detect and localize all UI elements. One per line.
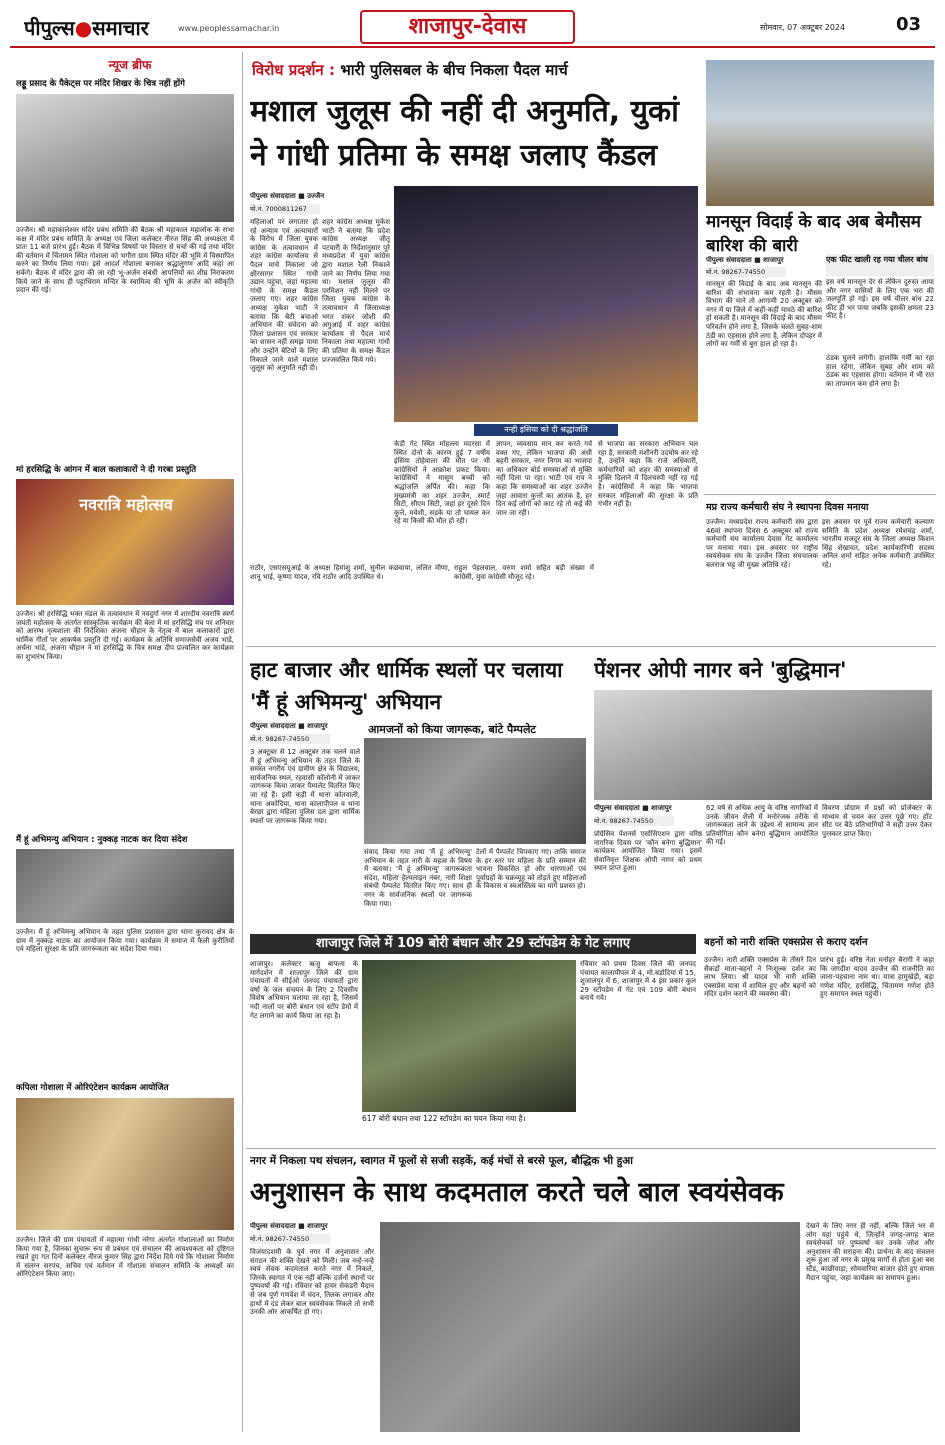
monsoon-byline: पीपुल्स संवाददाता ■ शाजापुर xyxy=(706,256,784,264)
rss-byline: पीपुल्स संवाददाता ■ शाजापुर xyxy=(250,1222,328,1230)
rss-kicker: नगर में निकला पथ संचलन, स्वागत में फूलों से सजी सड़कें, कई मंचों से बरसे फूल, बौद्धिक भी हुआ xyxy=(250,1155,634,1167)
byline-city: उज्जैन xyxy=(307,192,325,200)
borri-headline[interactable]: शाजापुर जिले में 109 बोरी बंधान और 29 स्टॉपडेम के गेट लगाए xyxy=(250,934,696,954)
monsoon-headline[interactable]: मानसून विदाई के बाद अब बेमौसम बारिश की बारी xyxy=(706,212,921,256)
women-headline[interactable]: बहनों को नारी शक्ति एक्सप्रेस से कराए दर्शन xyxy=(704,937,868,948)
pension-byline-city: शाजापुर xyxy=(651,804,672,812)
top-story-mobile: मो.नं. 7000811267 xyxy=(250,204,320,214)
candle-protest-photo xyxy=(394,186,698,422)
rss-headline[interactable]: अनुशासन के साथ कदमताल करते चले बाल स्वयंसेवक xyxy=(250,1177,784,1208)
stopdam-photo xyxy=(362,960,576,1112)
top-story-col3: केडी गेट स्थित मोहल्ला मदरसा में स्थित दोनों के कारण हुई 7 वर्षीय इंसिया तोहेवाला की मौत पर भी कांग्रेसियों ने आक्रोश प्रकट किया। कांग्रेसियों ने मासूम बच्ची को श्रद्धांजलि अर्पित की। कहा कि मुख्यमंत्री का शहर उज्जैन, स्मार्ट सिटी, सीएम सिटी, जहां हर दूसरे दिन कुत्ते, मवेशी, सड़के या तो घायल कर रहे या किसी की मौत हो रही। xyxy=(394,440,490,526)
pensioners-photo xyxy=(594,690,932,800)
monsoon-mobile: मो.नं. 98267-74550 xyxy=(706,267,786,277)
union-text: उज्जैन। मध्यप्रदेश राज्य कर्मचारी संघ द्वारा 46वां स्थापना दिवस 6 अक्टूबर को राज्य कर्मचारी संघ कार्यालय देवास गेट कार्यालय पर मनाया गया। इस अवसर पर राष्ट्रीय स्वयंसेवक संघ के उज्जैन जिला संघचालक बलराज भट्ट जी मुख्य अतिथि रहे। xyxy=(706,518,818,569)
abhimanyu-byline: पीपुल्स संवाददाता ■ शाजापुर xyxy=(250,722,328,730)
abhimanyu-byline-name: पीपुल्स संवाददाता xyxy=(250,722,296,730)
march-photo xyxy=(380,1222,800,1432)
brief-1-text: उज्जैन। श्री महाकालेश्वर मंदिर प्रबंध समिति की बैठक श्री महाकाल महालोक के सभा कक्ष में मंदिर प्रबंध समिति के अध्यक्ष एवं जिला कलेक्टर नीरज सिंह की अध्यक्षता में प्रातः 11 बजे प्रारंभ हुई। बैठक में विभिन्न विषयों पर विस्तार से चर्चा की गई तथा मंदिर की वर्तमान में चिंतामन स्थित गोशाला को भगौरा ग्राम स्थित मंदिर की भूमि में विस्थापित करने का निर्णय लिया गया। इसे आदर्श गोशाला बनाकर श्रद्धालुगण आदि कहां आ सकेंगे। बैठक में मंदिर द्वारा की जा रही भू-अर्जन संबंधी आपत्तियों का शीघ्र निराकरण किये जाने के साथ ही पट्टाधिराम मन्दिर के स्वामित्व की भूमि के अर्जन को स्वीकृति प्रदान की गई। xyxy=(16,226,234,295)
top-story-byline: पीपुल्स संवाददाता ■ उज्जैन xyxy=(250,192,325,200)
top-story-col2: शहर कांग्रेस अध्यक्ष मुकेश भाटी ने बताया कि प्रदेश कांग्रेस अध्यक्ष जीतू पटवारी के निर्देशानुसार पूरे मध्यप्रदेश में युवा कांग्रेस द्वारा मशाल रैली निकाले जाने का निर्णय लिया गया था। मशाल जुलूस की परमिशन नहीं मिलने पर जिला युवक कांग्रेस के तत्वावधान में जिलाध्यक्ष भरत शंकर जोशी की अगुआई में शहर कांग्रेस कार्यालय से पैदल मार्च निकाला तथा महात्मा गांधी की प्रतिमा के समक्ष कैंडल प्रज्जवलित किये गये। xyxy=(322,218,390,364)
brief-4-text: उज्जैन। जिले की ग्राम पंचायतों में महात्मा गांधी नरेगा अंतर्गत गोशालाओं का निर्माण किया गया है, जिनका सुचारू रूप से प्रबंधन एवं संचालन की आवश्यकता को दृष्टिगत रखते हुए गत दिनों कलेक्टर नीरज कुमार सिंह द्वारा निर्देश दिये गये कि गोशाला निर्माण में संलग्न सरपंच, सचिव एवं वर्तमान में गोशाला संचालन समिति के अध्यक्षों का ओरिएंटेशन किया जाए। xyxy=(16,1236,234,1279)
top-story-headline[interactable]: मशाल जुलूस की नहीं दी अनुमति, युकां ने गांधी प्रतिमा के समक्ष जलाए कैंडल xyxy=(250,94,679,173)
logo-word-left: पीपुल्स xyxy=(24,16,75,40)
brief-1-title[interactable]: लड्डू प्रसाद के पैकेट्स पर मंदिर शिखर के चित्र नहीं होंगे xyxy=(16,79,185,89)
abhimanyu-headline[interactable]: हाट बाजार और धार्मिक स्थलों पर चलाया 'मैं हूं अभिमन्यु' अभियान xyxy=(250,658,563,714)
union-story xyxy=(704,500,936,630)
kicker-rest: भारी पुलिसबल के बीच निकला पैदल मार्च xyxy=(340,61,568,79)
logo-word-right: समाचार xyxy=(92,16,149,40)
top-story xyxy=(248,56,700,646)
news-brief-label: न्यूज ब्रीफ xyxy=(108,58,152,72)
borri-story xyxy=(248,932,698,1144)
pension-text-2: 62 वर्ष से अधिक आयु के वरिष्ठ नागरिकों में उनके जीवन शैली में मनोरंजक तरीके से जागरूकता लाने के उद्देश्य से सामान्य ज्ञान प्रतियोगिता कौन बनेगा बुद्धिमान आयोजित की गई। xyxy=(706,804,818,847)
byline-name: पीपुल्स संवाददाता xyxy=(250,192,296,200)
abhimanyu-text-2: संवाद किया गया तथा 'मैं हूं अभिमन्यु' अभियान के तहत नारी के महत्व के विषय में बताया। 'मैं हूं अभिमन्यु' जागरूकता संदेश, महिला हेल्पलाइन नंबर, नारी शिक्षा संबंधी पैम्पलेट वितरित किए गए। साथ ही नगर के सार्वजनिक स्थलों पर जागरूक किया गया। xyxy=(364,848,472,908)
side-box-text: इस वर्ष मानसून देर से लेकिन दुरुस्त आया और नगर वासियों के लिए एक भरा की जलपूर्ति हो गई। इस वर्ष चीलर बांध 22 फीट ही भर पाया जबकि इसकी क्षमता 23 फीट है। xyxy=(826,278,934,321)
union-headline[interactable]: मप्र राज्य कर्मचारी संघ ने स्थापना दिवस मनाया xyxy=(706,502,869,513)
pamphlet-photo xyxy=(364,738,586,844)
rss-mobile: मो.नं. 98267-74550 xyxy=(250,1234,330,1244)
kicker-label: विरोध प्रदर्शन : xyxy=(252,61,335,79)
rss-byline-name: पीपुल्स संवाददाता xyxy=(250,1222,296,1230)
abhimanyu-subhead: आमजनों को किया जागरूक, बांटे पैम्पलेट xyxy=(368,723,536,736)
brief-4-title[interactable]: कपिला गोशाला में ओरिएंटेशन कार्यक्रम आयोजित xyxy=(16,1083,169,1093)
top-story-col5: से भाजपा का सरकारा अभियान चल रहा है, सरकारी मशीनरी उदघोष कर रहे है, उन्होंने कहा कि राजे अधिकारी, कर्मचारियों को शहर की समस्याओं से मुक्ति दिलाने में दिलचस्पी नहीं रह गई है। कांग्रेसियों ने कहा कि भाजपा सरकार महिलाओं की सुरक्षा के प्रति गंभीर नहीं है। xyxy=(598,440,698,509)
stopdam-caption: 617 बोरी बंधान तथा 122 स्टॉपडेम का चयन किया गया है। xyxy=(362,1114,526,1123)
nukkad-photo xyxy=(16,849,234,923)
pension-text: प्रोग्रेसिव पेंशनर्स एसोसिएशन द्वारा वरिष्ठ नागरिक दिवस पर 'कौन बनेगा बुद्धिमान' कार्यक्रम आयोजित किया गया। इसमें सेवानिवृत्त शिक्षक ओपी नागर को प्रथम स्थान प्राप्त हुआ। xyxy=(594,830,702,873)
women-story xyxy=(702,932,936,1144)
photo-caption: नन्ही इंसिया को दी श्रद्धांजलि xyxy=(474,424,618,436)
borri-text-2: रविवार को प्रथम दिवस जिले की जनपद पंचायत कालापीपल में 4, मो.बड़ोदिया में 15, शुजालपुर में 6, शाजापुर में 4 इस प्रकार कुल 29 स्टॉपडेम में गेट एवं 109 बोरी बंधान बनाये गये। xyxy=(580,960,696,1003)
newspaper-logo[interactable] xyxy=(24,14,174,40)
abhimanyu-text-3: टेलों में पैम्पलेट चिपकाए गए। ताकि समाज के हर स्तर पर महिला के प्रति सम्मान की भावना विकसित हो और धारणाओं एवं पूर्वाग्रहों के चक्रव्यूह को तोड़ते हुए महिलाओं के विकास व स्वअस्तित्व का मार्ग प्रशस्त हो। xyxy=(476,848,586,891)
pension-mobile: मो.नं. 98267-74550 xyxy=(594,816,674,826)
abhimanyu-text: 3 अक्टूबर से 12 अक्टूबर तक चलने वाले मैं हूं अभिमन्यु अभियान के तहत जिले के समस्त नगरीय एवं ग्रामीण क्षेत्र के विद्यालय, सार्वजनिक स्थल, रहवासी कॉलोनी में जाकर जागरूक किया जाकर पैम्पलेट वितरित किए जा रहे हैं। इसी कड़ी में थाना कोतवाली, थाना अकोदिया, थाना कालापीपल व थाना बेरछा द्वारा महिला पुलिस दल द्वारा धार्मिक स्थलों पर जागरूक किया गया। xyxy=(250,748,360,825)
page-number: 03 xyxy=(896,14,922,35)
pension-byline: पीपुल्स संवाददाता ■ शाजापुर xyxy=(594,804,672,812)
top-story-col1: महिलाओं पर लगातार हो रहे अन्याय एवं अत्याचारों के विरोध में जिला युवक कांग्रेस के तत्वावधान में शहर कांग्रेस कार्यालय से पैदल मार्च निकाला जो क्षीरसागर स्थित गांधी उद्यान पहुंचा, जहां महात्मा गांधी के समक्ष कैंडल जलाए गए। शहर कांग्रेस अध्यक्ष मुकेश भाटी ने बताया कि बेटी बचाओ अभियान की संवेदना को जिला प्रशासन एवं सरकार का शासन नहीं समझ पाया और उन्होंने बेटियों के लिए निकाले जाने वाले मशाल जुलूस को अनुमति नहीं दी। xyxy=(250,218,318,373)
section-title: शाजापुर-देवास xyxy=(360,10,575,44)
women-text: उज्जैन। नारी शक्ति एक्सप्रेस के तीसरे दिन सैकड़ों माता-बहनों ने निःशुल्क दर्शन का लाभ लिया। श्री यादव भी नारी शक्ति एक्सप्रेस यात्रा में शामिल हुए और बहनों को मंदिर दर्शन कराने की व्यवस्था की। xyxy=(704,956,816,999)
rss-byline-city: शाजापुर xyxy=(307,1222,328,1230)
abhimanyu-story xyxy=(248,650,588,930)
top-story-col7: राहुल पेहलवाल, वरुण शर्मा सहित बड़ी संख्या में कांग्रेसी, युवा कांग्रेसी मौजूद रहे। xyxy=(454,564,594,581)
brief-2-title[interactable]: मां हरसिद्धि के आंगन में बाल कलाकारों ने दी गरबा प्रस्तुति xyxy=(16,465,197,475)
dam-photo xyxy=(706,60,934,206)
pension-byline-name: पीपुल्स संवाददाता xyxy=(594,804,640,812)
rss-text-2: देखने के लिए नगर ही नहीं, बल्कि जिले भर से लोग यहां पहुंचे थे, जिन्होंने जगह-जगह बाल स्वयंसेवकों पर पुष्पवर्षा कर उनके जोश और अनुशासन की सराहना की। प्रार्थना के बाद संचलन शुरू हुआ जो नगर के प्रमुख मार्गों से होता हुआ बस स्टैंड, काछीवाड़ा, सोमवारिया बाजार होते हुए वापस मैदान पहुंचा, जहां कार्यक्रम का समापन हुआ। xyxy=(806,1222,934,1282)
navratri-photo xyxy=(16,479,234,605)
mid-rule xyxy=(246,646,936,647)
meeting-photo xyxy=(16,94,234,222)
column-divider-left xyxy=(242,52,243,1432)
abhimanyu-mobile: मो.नं. 98267-74550 xyxy=(250,734,330,744)
pension-headline[interactable]: पेंशनर ओपी नागर बने 'बुद्धिमान' xyxy=(594,658,847,682)
website-url[interactable]: www.peoplessamachar.in xyxy=(178,24,280,33)
rss-story xyxy=(248,1152,936,1434)
monsoon-text-2: ठंडक घुलने लगेगी। हालांकि गर्मी का रहा हाल रहेगा, लेकिन सुबह और शाम को ठंडक का एहसास होगा। वर्तमान में भी रात का तापमान कम होने लगा है। xyxy=(826,354,934,388)
gaushala-photo xyxy=(16,1098,234,1230)
logo-dot-icon: ● xyxy=(74,16,93,40)
top-story-col4: ज्ञापन, व्यवसाय मान कर करते गर्व वक्त गए, लेकिन भाजपा की अंधी बहरी सरकार, नगर निगम का भाजपा का अधिकार बोर्ड समस्याओं से मुक्ति नहीं दिला पा रहा। भाटी एवं राय ने कहा कि समस्याओं का शहर उज्जैन जहां आवारा कुत्तों का आतंक है, हर दिन कई लोगों को काट रहे तो कई की जान जा रही। xyxy=(496,440,592,517)
monsoon-byline-city: शाजापुर xyxy=(763,256,784,264)
monsoon-bottom-rule xyxy=(704,494,936,495)
brief-3-text: उज्जैन। मैं हूं अभिमन्यु अभियान के तहत पुलिस प्रशासन द्वारा थाना कुरावद क्षेत्र के ग्राम में नुक्कड़ नाटक का आयोजन किया गया। कार्यक्रम में समाज में फैली कुरीतियों एवं महिला सुरक्षा के प्रति जागरूकता का संदेश दिया गया। xyxy=(16,928,234,954)
monsoon-text: मानसून की विदाई के बाद अब मानसून की बारिश की संभावना कम रहती है। मौसम विभाग की माने तो आगामी 20 अक्टूबर को नगर में या जिले में कहीं-कहीं मावठे की बारिश हो सकती है। मानसून की विदाई के बाद मौसम परिवर्तन होने लगा है, जिसके चलते सुबह-शाम ठंडी का एहसास होने लगा है, लेकिन दोपहर में लोगों का गर्मी से बुरा हाल हो रहा है। xyxy=(706,280,822,349)
brief-3-title[interactable]: मैं हूं अभिमन्यु अभियान : नुक्कड़ नाटक कर दिया संदेश xyxy=(16,835,188,845)
top-story-names: राठौर, एसएसयूआई के अध्यक्ष हिमांशु शर्मा, सुनील कछवाया, ललित मीणा, शानू भाई, कृष्णा यादव, रवि राठौर आदि उपस्थित थे। xyxy=(250,564,450,581)
union-text-2: इस अवसर पर पूर्व राज्य कर्मचारी कल्याण समिति के प्रदेश अध्यक्ष रमेशचंद्र शर्मा, भारतीय मजदूर संघ के जिला अध्यक्ष किशन सिंह शेखावत, प्रदेश कार्यकारिणी सदस्य अनिल शर्मा सहित अनेक कर्मचारी उपस्थित रहे। xyxy=(822,518,934,569)
pension-story xyxy=(592,650,936,930)
abhimanyu-byline-city: शाजापुर xyxy=(307,722,328,730)
masthead xyxy=(0,0,945,50)
borri-text: शाजापुर। कलेक्टर ऋजु बाफना के मार्गदर्शन में शाजापुर जिले की ग्राम पंचायतों में सीईओ जनपद पंचायतों द्वारा वर्षा के जल संचयन के लिए 2 दिवसीय विशेष अभियान चलाया जा रहा है, जिसमें नदी नालों पर बोरी बंधान एवं स्टॉप डेमों में गेट लगाने का कार्य किया जा रहा है। xyxy=(250,960,358,1020)
pension-text-3: विवरण प्रोग्राम में प्रश्नों को प्रोजेक्टर के माध्यम से चयन कर उत्तर पूछे गए। हॉट सीट पर बैठे प्रतिभागियों ने सही उत्तर देकर पुरस्कार प्राप्त किए। xyxy=(822,804,932,838)
lower-rule xyxy=(246,1148,936,1149)
women-text-2: प्रारंभ हुई। वरिष्ठ नेता मनोहर बैरागी ने कहा कि जगदीश यादव उज्जैन की राजनीति का जाना-पहचाना नाम था। यात्रा हामुखेड़ी, बड़ा गणेश मंदिर, हरसिद्धि, चिंतामण गणेश होते हुए समापन स्थल पहुंची। xyxy=(820,956,934,999)
side-box-title: एक फीट खाली रह गया चीलर बांध xyxy=(826,254,934,276)
issue-date: सोमवार, 07 अक्टूबर 2024 xyxy=(760,23,846,32)
rss-text: विजयादशमी के पूर्व नगर में अनुशासन और संगठन की शक्ति देखने को मिली। जब नन्हे-नन्हे स्वयं सेवक कदमताल करते नगर में निकले, जिनके स्वागत में एक नहीं बल्कि दर्जनों स्थानों पर पुष्पवर्षा की गई। रविवार को हायर सेकंडरी मैदान से जब पूर्ण गणवेश में चंदन, तिलक लगाकर और हाथों में दंड लेकर बाल स्वयंसेवक निकले तो सभी उनकी ओर आकर्षित हो गए। xyxy=(250,1248,374,1317)
monsoon-byline-name: पीपुल्स संवाददाता xyxy=(706,256,752,264)
brief-2-text: उज्जैन। श्री हरसिद्धि भक्त मंडल के तत्वावधान में नवदुर्गा नगर में शारदीय नवरात्रि स्वर्ण जयंती महोत्सव के अंतर्गत सांस्कृतिक कार्यक्रम की बेला में मां हरसिद्धि मंच पर शनिवार को आरम्भ नृत्यशाला की निर्देशिका अंजना चौहान के नेतृत्व में बाल कलाकारों द्वारा धार्मिक गीतों पर आकर्षक प्रस्तुति दी गई। कार्यक्रम के अतिथि समाजसेवी अजय भांडे, अर्चना भांडे, अंजना चौहान ने मां हरसिद्धि के चित्र समक्ष दीप प्रज्वलित कर कार्यक्रम का शुभारंभ किया। xyxy=(16,610,234,661)
navratri-banner-text: नवरात्रि महोत्सव xyxy=(79,495,173,514)
top-story-kicker xyxy=(252,60,700,82)
header-divider xyxy=(10,46,935,48)
news-brief-column xyxy=(10,52,238,1432)
